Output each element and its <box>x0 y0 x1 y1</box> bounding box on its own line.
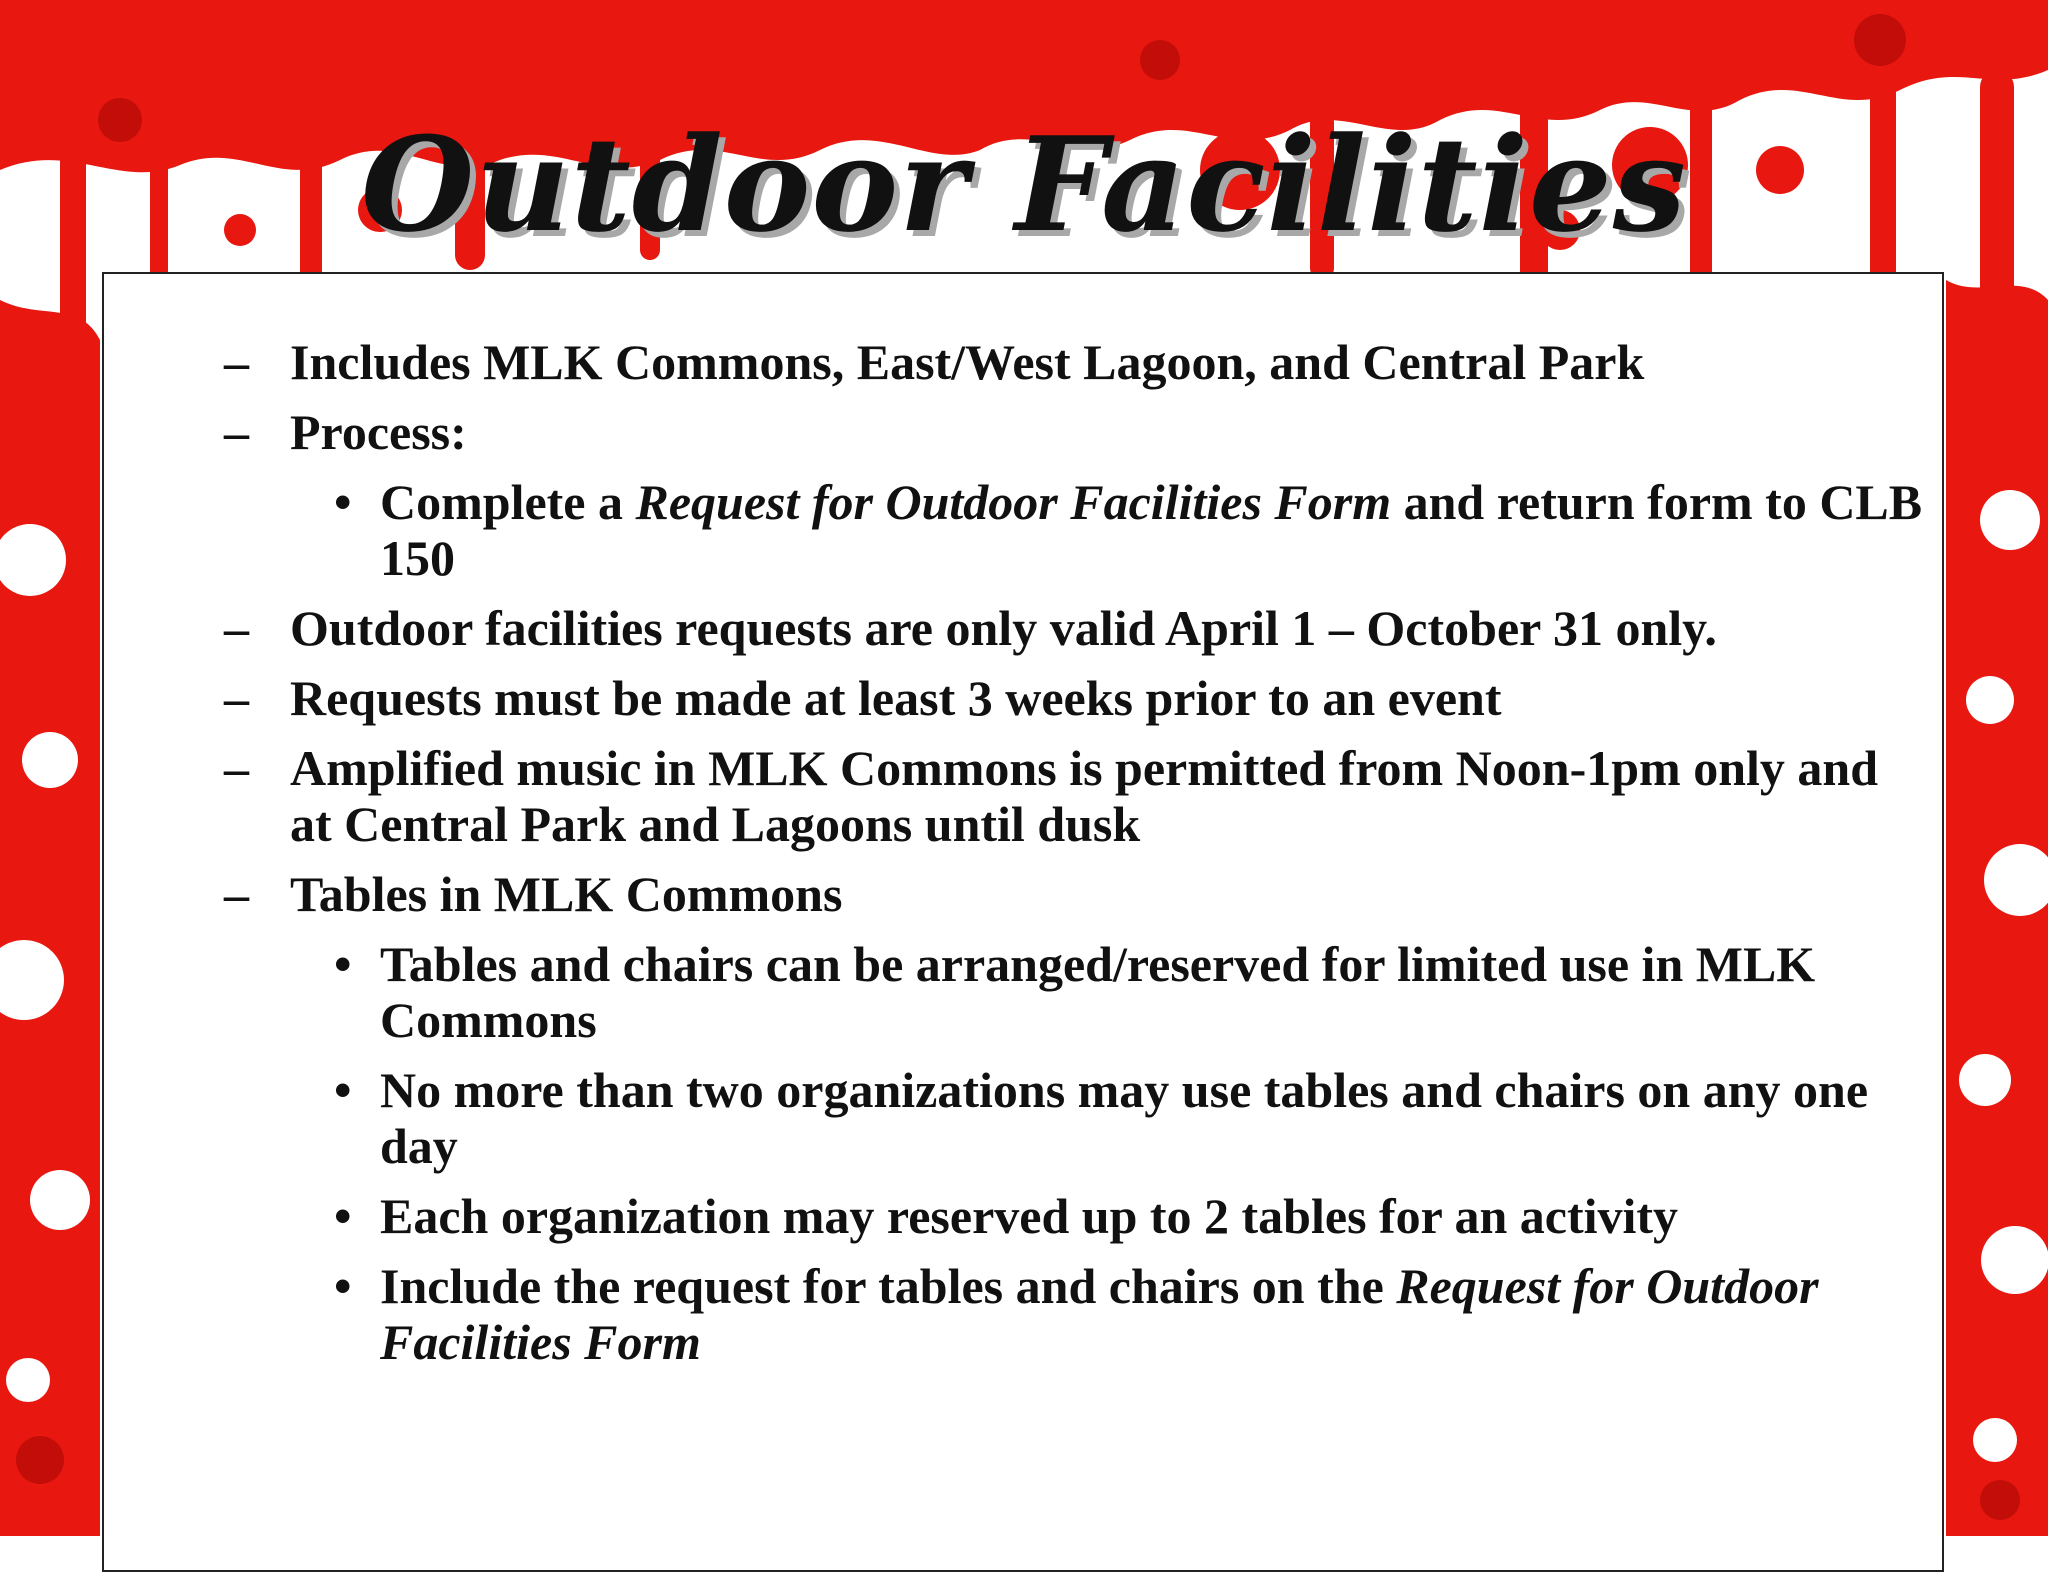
bullet-list <box>224 334 1924 1384</box>
bullet-marker: • <box>334 936 352 992</box>
dash-marker: – <box>224 866 249 922</box>
item-text: No more than two organizations may use tables and chairs on any one day <box>380 1062 1869 1174</box>
bullet-marker: • <box>334 474 352 530</box>
dash-marker: – <box>224 600 249 656</box>
item-text: Requests must be made at least 3 weeks prior to an event <box>290 670 1502 726</box>
item-text: Process: <box>290 404 467 460</box>
list-item <box>224 334 1924 390</box>
item-text: Amplified music in MLK Commons is permitted from Noon-1pm only and at Central Park and Lagoons until dusk <box>290 740 1879 852</box>
sub-list-item <box>224 474 1924 586</box>
slide-title: Outdoor Facilities <box>361 108 1687 261</box>
item-text: Includes MLK Commons, East/West Lagoon, and Central Park <box>290 334 1645 390</box>
sub-list-item <box>224 1188 1924 1244</box>
item-text: Each organization may reserved up to 2 tables for an activity <box>380 1188 1679 1244</box>
item-text-before: Include the request for tables and chairs on the <box>380 1258 1397 1314</box>
list-item <box>224 740 1924 852</box>
bullet-marker: • <box>334 1188 352 1244</box>
list-item <box>224 670 1924 726</box>
dash-marker: – <box>224 740 249 796</box>
item-text: Tables in MLK Commons <box>290 866 843 922</box>
form-name-italic: Request for Outdoor Facilities Form <box>380 1258 1819 1370</box>
item-text-before: Complete a <box>380 474 636 530</box>
content-panel <box>102 272 1944 1572</box>
list-item <box>224 866 1924 922</box>
list-item <box>224 404 1924 460</box>
form-name-italic: Request for Outdoor Facilities Form <box>635 474 1392 530</box>
item-text: Tables and chairs can be arranged/reserved for limited use in MLK Commons <box>380 936 1816 1048</box>
dash-marker: – <box>224 404 249 460</box>
sub-list-item <box>224 1062 1924 1174</box>
sub-list-item <box>224 1258 1924 1370</box>
sub-list-item <box>224 936 1924 1048</box>
bullet-marker: • <box>334 1258 352 1314</box>
item-text: Outdoor facilities requests are only valid April 1 – October 31 only. <box>290 600 1717 656</box>
bullet-marker: • <box>334 1062 352 1118</box>
dash-marker: – <box>224 670 249 726</box>
dash-marker: – <box>224 334 249 390</box>
item-text-after: and return form to CLB 150 <box>380 474 1923 586</box>
list-item <box>224 600 1924 656</box>
